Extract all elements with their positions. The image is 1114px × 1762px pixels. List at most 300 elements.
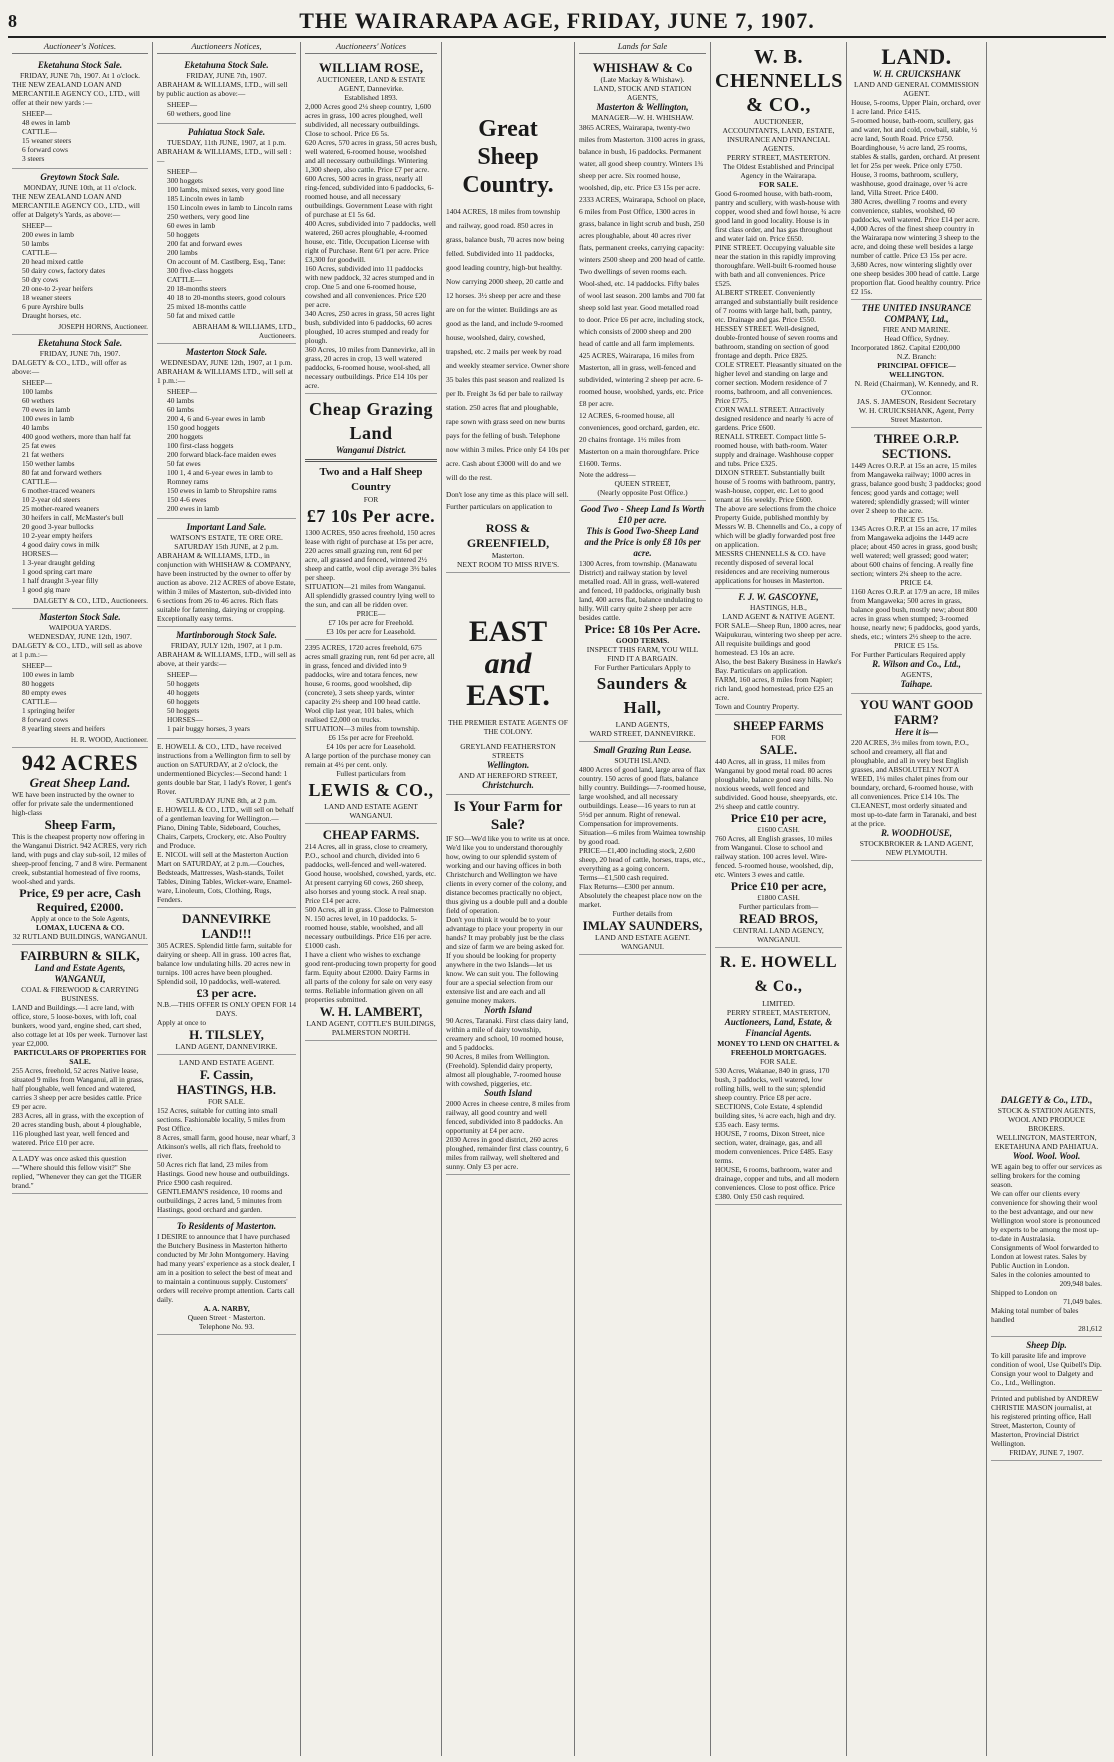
line: 40 lambs <box>167 396 194 405</box>
advert-situation: SITUATION—21 miles from Wanganui. <box>305 582 426 591</box>
advert-address: GREYLAND FEATHERSTON STREETS <box>460 742 556 760</box>
advert-address: WARD STREET, DANNEVIRKE. <box>589 729 696 738</box>
advert-william-rose <box>305 57 437 394</box>
advert-body: This is the cheapest property now offering in the Wanganui District. 942 ACRES, very rich land, with pugs and clay sub-soil, 12 miles of sheep-proof fencing, 7 and 8 wire. Permanent creek, substantial homestead of five rooms, wool-shed and yards. <box>12 832 148 886</box>
advert-intro: DALGETY & CO., LTD., will offer as above:— <box>12 358 127 376</box>
advert-f-cassin <box>157 1055 296 1218</box>
advert-title: THREE O.R.P. SECTIONS. <box>874 431 959 461</box>
line: 50 dairy cows, factory dates <box>22 266 106 275</box>
column-8 <box>987 42 1106 1756</box>
line: 80 fat and forward wethers <box>22 468 102 477</box>
advert-body: We can offer our clients every convenience for showing their wool to the best advantage, and our new Wellington wool store is pronounced by experts to be among the most up-to-date in Australasia. <box>991 1189 1101 1243</box>
advert-agent-sub: LAND AGENT, COTTLE'S BUILDINGS, PALMERSTON NORTH. <box>306 1019 436 1037</box>
advert-list-title: PARTICULARS OF PROPERTIES FOR SALE. <box>13 1048 147 1066</box>
advert-title: Important Land Sale. <box>186 522 267 532</box>
advert-further: For Further Particulars Required apply <box>851 650 966 659</box>
advert-price: Price: £8 10s Per Acre. <box>584 622 701 636</box>
advert-apply: Apply at once to <box>157 1018 207 1027</box>
line: 40 18 to 20-months steers, good colours <box>167 293 286 302</box>
property-item: 620 Acres, 570 acres in grass, 50 acres bush, well watered, 6-roomed house, woolshed and all necessary outbuildings. Wintering 1,300 sheep, also cattle. Price £7 per acre. <box>305 138 437 174</box>
line: 1 half draught 3-year filly <box>22 576 99 585</box>
property-item: 380 Acres, dwelling 7 rooms and every convenience, stables, woolshed, 60 paddocks, well watered. Price £14 per acre. <box>851 197 980 224</box>
line: 60 hoggets <box>167 697 200 706</box>
line: 60 lambs <box>167 405 194 414</box>
line: 3 steers <box>22 154 45 163</box>
advert-title: R. E. HOWELL & Co., <box>719 954 838 995</box>
advert-body: 2395 ACRES, 1720 acres freehold, 675 acres small grazing run, rent 6d per acre, all in grass, fenced and divided into 9 paddocks, wire and totara fences, new house, 6 rooms, good woolshed, dip (concrete), 3 sets sheep yards, winter capacity 2½ sheep and 100 head cattle. Wool clip last year, 101 bales, which realised £2,000 on trucks. <box>305 643 435 724</box>
advert-manager: MANAGER—W. H. WHISHAW. <box>591 113 694 122</box>
line: 300 five-class hoggets <box>167 266 234 275</box>
advert-title: DANNEVIRKE LAND!!! <box>182 911 271 941</box>
line: 185 Lincoln ewes in lamb <box>167 194 244 203</box>
line: Draught horses, etc. <box>22 311 82 320</box>
advert-title: Greytown Stock Sale. <box>40 172 120 182</box>
section-heading: South Island <box>484 1088 532 1098</box>
line: 60 wethers, good line <box>167 109 231 118</box>
advert-body: 4800 Acres of good land, large area of flax country. 150 acres of good flats, balance hilly country. Buildings—7-roomed house, large woolshed, and all necessary outbuildings. Lease—16 years to run at 5½d per annum. Right of renewal. Compensation for improvements. <box>579 765 706 828</box>
line: 150 ewes in lamb to Shropshire rams <box>167 486 277 495</box>
price-line: £4 10s per acre for Leasehold. <box>326 742 416 751</box>
line: 20 one-to 2-year heifers <box>22 284 93 293</box>
advert-pahiatua-stock-sale <box>157 124 296 344</box>
advert-title: Eketahuna Stock Sale. <box>37 338 123 348</box>
advert-note: Note the address— <box>579 470 636 479</box>
column-header: Auctioneers' Notices <box>305 42 437 54</box>
advert-body: To kill parasite life and improve condition of wool, Use Quibell's Dip. <box>991 1351 1102 1369</box>
advert-title: and <box>484 647 532 680</box>
property-item: 50 Acres rich flat land, 23 miles from Hastings. Good new house and outbuildings. Price £900 cash required. <box>157 1160 290 1187</box>
advert-phone: Telephone No. 93. <box>198 1322 255 1331</box>
property-item: HOUSE, 6 rooms, bathroom, water and drainage, copper and tubs, and all modern conveniences. Close to post office. Price £380. Only £50 cash required. <box>715 1165 839 1201</box>
advert-title: SHEEP FARMS <box>733 718 824 733</box>
line: 20 head mixed cattle <box>22 257 84 266</box>
property-item: GENTLEMAN'S residence, 10 rooms and outbuildings, 2 acres land, 5 minutes from Hastings, good orchard and garden. <box>157 1187 283 1214</box>
line: 100 1, 4 and 6-year ewes in lamb to Romney rams <box>167 468 273 486</box>
advert-title: WILLIAM ROSE, <box>318 60 424 75</box>
line: 25 fat ewes <box>22 441 56 450</box>
advert-price-head: PRICE— <box>356 609 386 618</box>
line: 25 mother-reared weaners <box>22 504 100 513</box>
advert-title: THE UNITED INSURANCE COMPANY, Ltd., <box>861 303 972 324</box>
property-item: 760 Acres, all English grasses, 10 miles from Wanganui. Close to school and railway station. 100 acres level. Wire-fenced. 5-roomed house, woolshed, dip, etc. Winters 3 ewes and cattle. <box>715 834 834 879</box>
advert-sheep-dip <box>991 1337 1102 1391</box>
advert-agent: W. H. LAMBERT, <box>319 1004 423 1019</box>
line: 150 wether lambs <box>22 459 75 468</box>
advert-towns: WELLINGTON, MASTERTON, EKETAHUNA AND PAHIATUA. <box>994 1133 1099 1151</box>
line: 40 lambs <box>22 423 49 432</box>
advert-agent: ROSS & GREENFIELD, <box>466 521 550 550</box>
advert-address: Queen Street · Masterton. <box>187 1313 266 1322</box>
line: 150 4-6 ewes <box>167 495 207 504</box>
property-item: Town and Country Property. <box>715 702 799 711</box>
property-item: 8 Acres, small farm, good house, near wharf, 3 Atkinson's wells, all rich flats, freehold to river. <box>157 1133 296 1160</box>
advert-price: Price, £9 per acre, Cash Required, £2000. <box>19 886 141 914</box>
advert-price: PRICE £5 15s. <box>894 515 939 524</box>
advert-subtitle: STOCK & STATION AGENTS, WOOL AND PRODUCE BROKERS. <box>997 1106 1096 1133</box>
advert-price: Price £10 per acre, <box>730 879 827 893</box>
line: 21 fat wethers <box>22 450 64 459</box>
property-item: 2030 Acres in good district, 260 acres ploughed, remainder first class country, 6 miles from railway, well sheltered and sunny. Only £3 per acre. <box>446 1135 569 1171</box>
advert-further: Fullest particulars from <box>336 769 406 778</box>
advert-fairburn-silk <box>12 945 148 1194</box>
line: 150 good hoggets <box>167 423 220 432</box>
advert-title: LAND. <box>881 44 952 69</box>
advert-body: 305 ACRES. Splendid little farm, suitable for dairying or sheep. All in grass. 100 acres flat, balance low undulating hills. 20 acres new in turnips. 100 acres have been ploughed. Splendid soil, 10 paddocks, well-watered. <box>157 941 292 986</box>
property-item: 1160 Acres O.R.P. at 17/9 an acre, 18 miles from Mangaweka; 500 acres in grass, balance good bush, mostly new; about 800 acres in grass when stumped; 3-roomed house, nearly new; 6 paddocks, good yards, sheds, etc.; winters 2½ sheep to the acre. <box>851 587 981 641</box>
advert-sale: SALE. <box>759 742 798 757</box>
advert-date: FRIDAY, JUNE 7th, 1907. At 1 o'clock. <box>19 71 141 80</box>
advert-subtitle: LAND AND ESTATE AGENT. <box>178 1058 275 1067</box>
advert-line: COAL & FIREWOOD & CARRYING BUSINESS. <box>21 985 139 1003</box>
advert-whishaw <box>579 57 706 501</box>
advert-title: YOU WANT GOOD FARM? <box>859 697 974 727</box>
advert-east-and-east <box>446 573 570 795</box>
line: 1 pair buggy horses, 3 years <box>167 724 250 733</box>
line: 18 weaner steers <box>22 293 72 302</box>
advert-agent: READ BROS, <box>739 911 818 926</box>
stats-value: 281,612 <box>1078 1324 1102 1333</box>
line: 6 mother-traced weaners <box>22 486 95 495</box>
advert-title: Sheep Dip. <box>1026 1340 1067 1350</box>
advert-price: £7 10s Per acre. <box>306 506 436 526</box>
line: 60 ewes in lamb <box>167 221 216 230</box>
property-item: 2333 ACRES, Wairarapa, School on place, 6 miles from Post Office, 1300 acres in grass, balance in light scrub and bush, 250 acres ploughable, about 40 acres river flats, permanent creeks, carrying capacity: winters 2500 sheep and 200 head of cattle. Two dwellings of seven rooms each. Wool-shed, etc. 14 paddocks. Fifty bales of wool last season. 200 lambs and 700 fat sheep sold last year. Good metalled road to door. Price £6 per acre, including stock, which consists of 2000 sheep and 200 head of cattle and all farm implements. <box>579 195 706 348</box>
advert-important-land-sale <box>157 519 296 627</box>
advert-note: Don't lose any time as this place will sell. Further particulars on application to <box>446 490 569 511</box>
column-1 <box>8 42 153 1756</box>
line: 8 yearling steers and heifers <box>22 724 105 733</box>
advert-inspect: INSPECT THIS FARM, YOU WILL FIND IT A BARGAIN. <box>586 645 699 663</box>
price-line: £3 10s per acre for Leasehold. <box>326 627 416 636</box>
advert-title: F. Cassin, <box>199 1067 254 1082</box>
advert-title: To Residents of Masterton. <box>176 1221 277 1231</box>
advert-agent: R. WOODHOUSE, <box>880 828 953 838</box>
advert-address: PERRY STREET, MASTERTON, <box>726 1008 831 1017</box>
advert-date: TUESDAY, 11th JUNE, 1907, at 1 p.m. <box>166 138 287 147</box>
advert-subtitle: WATSON'S ESTATE, TE ORE ORE. <box>170 533 283 542</box>
column-3 <box>301 42 442 1756</box>
property-item: FARM, 160 acres, 8 miles from Napier; rich land, good homestead, price £25 an acre. <box>715 675 834 702</box>
advert-lines <box>22 378 148 594</box>
advert-body: E. NICOL will sell at the Masterton Auction Mart on SATURDAY, at 2 p.m.—Couches, Bedsteads, Mattresses, Wash-stands, Toilet Tables, Dining Tables, Wicker-ware, Enamel-ware, Linoleum, Cots, Clothing, Rugs, Fenders. <box>157 850 292 904</box>
line: 6 pure Ayrshire bulls <box>22 302 84 311</box>
advert-note: Absolutely the cheapest place now on the market. <box>579 891 702 909</box>
advert-wool: Wool. Wool. Wool. <box>1012 1151 1081 1161</box>
advert-agent-sub: STOCKBROKER & LAND AGENT, NEW PLYMOUTH. <box>859 839 974 857</box>
advert-title: EAST <box>468 615 548 648</box>
line: SHEEP— <box>167 387 197 396</box>
property-item: 360 Acres, 10 miles from Dannevirke, all in grass, 20 acres in crop, 13 well watered paddocks, 6-roomed house, wool-shed, all necessary outbuildings. Price £14 10s per acre. <box>305 345 435 390</box>
advert-date: SATURDAY 15th JUNE, at 2 p.m. <box>174 542 279 551</box>
property-item: 500 Acres, all in grass. Close to Palmerston N. 150 acres level, in 10 paddocks. 5-roomed house, stable, woolshed, and all necessary outbuildings. Price £16 per acre. £1000 cash. <box>305 905 434 950</box>
line: 4 good dairy cows in milk <box>22 540 100 549</box>
advert-line: ACCOUNTANTS, LAND, ESTATE, INSURANCE AND FINANCIAL AGENTS. <box>722 126 835 153</box>
advert-town: WANGANUI. <box>756 935 801 944</box>
advert-subtitle: LIMITED. <box>762 999 795 1008</box>
section-heading: North Island <box>484 1005 532 1015</box>
advert-title: This is Good Two-Sheep Land and the Price is only £8 10s per acre. <box>584 526 701 558</box>
line: 6 forward cows <box>22 145 68 154</box>
advert-title: Good Two - Sheep Land Is Worth £10 per acre. <box>580 504 705 525</box>
advert-lines <box>22 221 148 320</box>
advert-date: FRIDAY, JUNE 7th, 1907. <box>39 349 121 358</box>
advert-signature: H. R. WOOD, Auctioneer. <box>70 735 148 744</box>
advert-date: WEDNESDAY, JUNE 12th, 1907, at 1 p.m. <box>160 358 293 367</box>
advert-line: LAND AGENT & NATIVE AGENT. <box>722 612 835 621</box>
advert-great-sheep-country <box>446 42 570 573</box>
advert-body: I have a client who wishes to exchange good rent-producing town property for good farm. Equity about £2000. Dairy Farms in all parts of the colony for sale on very easy terms. Reliable information given on all properties submitted. <box>305 950 437 1004</box>
advert-agent-sub: CENTRAL LAND AGENCY, <box>733 926 824 935</box>
advert-line: Two and a Half Sheep Country <box>319 466 423 493</box>
advert-intro: DALGETY & CO., LTD., will sell as above at 1 p.m.:— <box>12 641 143 659</box>
stats-title: Sales in the colonies amounted to <box>991 1270 1091 1279</box>
line: 200 fat and forward ewes <box>167 239 243 248</box>
advert-small-grazing-run <box>579 742 706 955</box>
advert-eketahuna-abraham <box>157 57 296 124</box>
line: 200 lambs <box>167 248 198 257</box>
line: 25 mixed 18-months cattle <box>167 302 247 311</box>
line: 100 ewes in lamb <box>22 414 74 423</box>
price-line: £7 10s per acre for Freehold. <box>328 618 414 627</box>
line: 15 weaner steers <box>22 136 72 145</box>
advert-agent-sub: LAND AGENTS, <box>615 720 670 729</box>
advert-head: FOR SALE. <box>207 1097 246 1106</box>
advert-title: Eketahuna Stock Sale. <box>184 60 269 70</box>
column-5 <box>575 42 711 1756</box>
advert-lines <box>22 661 148 733</box>
property-item: Boardinghouse, ½ acre land, 25 rooms, stables & stalls, garden, orchard. At present let for 25s per week. Price only £750. <box>851 143 980 170</box>
advert-address: LAND AGENT, DANNEVIRKE. <box>175 1042 278 1051</box>
advert-cruickshank-land <box>851 42 982 300</box>
property-item: 255 Acres, freehold, 52 acres Native lease, situated 9 miles from Wanganui, all in grass, half ploughable, well fenced and watered, carries 3 sheep per acre besides cattle. Price £9 per acre. <box>12 1066 144 1111</box>
column-6 <box>711 42 847 1756</box>
line: 1 3-year draught gelding <box>22 558 95 567</box>
advert-established: The Oldest Established and Principal Agency in the Wairarapa. <box>722 162 835 180</box>
advert-established: Established 1893. <box>344 93 398 102</box>
property-item: 283 Acres, all in grass, with the exception of 20 acres standing bush, about 4 ploughable, 116 ploughed last year, well fenced and watered. Price £10 per acre. <box>12 1111 144 1147</box>
advert-title: W. B. CHENNELLS & CO., <box>715 46 843 116</box>
newspaper-title: THE WAIRARAPA AGE, FRIDAY, JUNE 7, 1907. <box>299 8 815 33</box>
advert-title: Small Grazing Run Lease. <box>593 745 692 755</box>
line: 150 Lincoln ewes in lamb to Lincoln rams <box>167 203 293 212</box>
line: On account of M. Castlberg, Esq., Tane: <box>167 257 286 266</box>
property-item: 400 Acres, subdivided into 7 paddocks, well watered, 260 acres ploughable, 4-roomed house, etc. Title, Occupation License with right of Purchase. Rent 6/1 per acre. Price £3,300 for goodwill. <box>305 219 436 264</box>
advert-cheap-farms <box>305 824 437 1041</box>
line: 300 hoggets <box>167 176 203 185</box>
line: 200 hoggets <box>167 432 203 441</box>
advert-chennells <box>715 42 842 589</box>
advert-body: THE PREMIER ESTATE AGENTS OF THE COLONY. <box>448 718 568 736</box>
line: 1 good spring cart mare <box>22 567 93 576</box>
advert-head: FOR SALE. <box>758 180 799 189</box>
advert-united-insurance <box>851 300 982 428</box>
advert-cash: £1800 CASH. <box>757 893 800 902</box>
line: 70 ewes in lamb <box>22 405 71 414</box>
advert-greytown-stock-sale <box>12 169 148 335</box>
property-item: 2,000 Acres good 2¼ sheep country, 1,600 acres in grass, 100 acres ploughed, well subdivided, all necessary outbuildings. Close to school. Price £6 5s. <box>305 102 431 138</box>
line: 50 lambs <box>22 239 49 248</box>
advert-dannevirke-land <box>157 908 296 1055</box>
advert-line: Auctioneers, Land, Estate, & Financial Agents. <box>724 1017 833 1038</box>
property-item: 12 ACRES, 6-roomed house, all conveniences, good orchard, garden, etc. 20 chains frontage. 1½ miles from Masterton on a main thoroughfare. Price £1600. Terms. <box>579 411 700 468</box>
advert-intro: WE have been instructed by the owner to offer for private sale the undermentioned high-class <box>12 790 135 817</box>
column-4 <box>442 42 575 1756</box>
stats-value: 209,948 bales. <box>1059 1279 1102 1288</box>
advert-line: LAND, STOCK AND STATION AGENTS, <box>593 84 692 102</box>
advert-body: 220 ACRES, 3½ miles from town, P.O., school and creamery, all flat and ploughable, and all in very best English grasses, and ABSOLUTELY NOT A WEED, 1¼ miles chalet pines from our boundary, orchard, 6-roomed house, with all conveniences. Price £14 10s. The CLEANEST, most orderly situated and most up-to-date farm in Taranaki, and best at the price. <box>851 738 977 828</box>
advert-agent: H. TILSLEY, <box>189 1027 264 1042</box>
property-item: COLE STREET. Pleasantly situated on the higher level and standing on large and corner section. Modern residence of 7 rooms, bathroom, and all conveniences. Price £775. <box>715 360 842 405</box>
advert-title: Eketahuna Stock Sale. <box>37 60 123 70</box>
advert-body: WE again beg to offer our services as selling brokers for the coming season. <box>991 1162 1102 1189</box>
advert-masterton-abraham <box>157 344 296 519</box>
advert-price: £3 per acre. <box>196 986 257 1000</box>
line: 50 hoggets <box>167 679 200 688</box>
advert-further: Further details from <box>612 909 673 918</box>
advert-address: PERRY STREET, MASTERTON. <box>726 153 831 162</box>
advert-body: E. HOWELL & CO., LTD., have received instructions from a Wellington firm to sell by auction on SATURDAY, at 2 o'clock, the undermentioned Bicycles:—Second hand: 1 gents double bar Star, 1 lady's Rover, 1 gent's Rover. <box>157 742 292 796</box>
property-item: HOUSE, 7 rooms, Dixon Street, nice section, water, drainage, gas, and all modern conveniences. Price £485. Easy terms. <box>715 1129 833 1165</box>
advert-date: FRIDAY, JULY 12th, 1907, at 1 p.m. <box>170 641 283 650</box>
line: SHEEP— <box>167 167 197 176</box>
advert-body: I DESIRE to announce that I have purchased the Butchery Business in Masterton hitherto conducted by Mr John Montgomery. Having had many years' experience as a stock dealer, I am in a position to select the best of meat and to maintain a continuous supply. Customers' orders will receive prompt attention. Carts call daily. <box>157 1232 295 1304</box>
advert-title: CHEAP FARMS. <box>322 827 420 842</box>
advert-secretary: JAS. S. JAMESON, Resident Secretary <box>857 397 976 406</box>
advert-for: FOR <box>771 733 786 742</box>
line: 40 hoggets <box>167 688 200 697</box>
property-item: 5-roomed house, bath-room, scullery, gas and water, hot and cold, cowbail, stable, ½ acre land, South Road. Price £750. <box>851 116 978 143</box>
advert-martinborough-stock-sale <box>157 627 296 739</box>
line: SHEEP— <box>22 109 52 118</box>
advert-body: All splendidly grassed country lying well to the sun, and can all be ridden over. <box>305 591 435 609</box>
advert-title: Is Your Farm for Sale? <box>453 799 563 833</box>
line: 80 empty ewes <box>22 688 67 697</box>
advert-subtitle: FIRE AND MARINE. <box>882 325 951 334</box>
advert-intro: THE NEW ZEALAND LOAN AND MERCANTILE AGENCY CO., LTD., will offer at Dalgety's Yards, as above:— <box>12 192 140 219</box>
line: 8 forward cows <box>22 715 68 724</box>
advert-principal: PRINCIPAL OFFICE—WELLINGTON. <box>877 361 956 379</box>
advert-agent-sub: LAND AND ESTATE AGENT. <box>594 933 691 942</box>
advert-title: Masterton Stock Sale. <box>185 347 268 357</box>
stats-label: Making total number of bales handled <box>991 1306 1079 1324</box>
advert-body: 1404 ACRES, 18 miles from township and railway, good road. 850 acres in grass, balance bush, 70 acres now being felled. Subdivided into 11 paddocks, good leading country, high-but healthy. Now carrying 2000 sheep, 20 cattle and 12 horses. 3½ sheep per acre and these are on for the winter. Buildings are as good as the land, and include 9-roomed house, woolshed, dairy, cowshed, trapshed, etc. 2 mails per week by road and weekly steamer service. Owner shore 35 bales this past season and realized 1s per lb. Freight 3s 6d per bale to railway station. 250 acres flat and ploughable, rape sown with grass seed on new burns pays for the felling of bush. Telephone now within 3 miles. Price only £4 10s per acre. Cash about £3000 will do and we will do the rest. <box>446 207 570 482</box>
advert-subtitle: LAND AND GENERAL COMMISSION AGENT. <box>854 80 979 98</box>
advert-flax: Flax Returns—£300 per annum. <box>579 882 675 891</box>
line: 48 ewes in lamb <box>22 118 71 127</box>
property-item: 440 Acres, all in grass, 11 miles from Wanganui by good metal road. 80 acres ploughable, balance good easy hills. No noxious weeds, well fenced and subdivided. Good house, sheepyards, etc. 2½ sheep and cattle country. <box>715 757 838 811</box>
advert-cash: £1600 CASH. <box>757 825 800 834</box>
advert-address: 32 RUTLAND BUILDINGS, WANGANUI. <box>12 932 148 941</box>
advert-eketahuna-dalgety <box>12 335 148 609</box>
advert-agent: R. Wilson and Co., Ltd., <box>872 659 961 669</box>
property-item: 1449 Acres O.R.P. at 15s an acre, 15 miles from Mangaweka railway; 1000 acres in grass, balance good bush; 3 paddocks; good fences; good yards and cottage; well watered; splendidly grassed; will winter over 2 sheep to the acre. <box>851 461 981 515</box>
line: 100 first-class hoggets <box>167 441 234 450</box>
advert-apply: Apply at once to the Sole Agents, <box>30 914 130 923</box>
advert-body: 1300 ACRES, 950 acres freehold, 150 acres lease with right of purchase at 15s per acre, 220 acres small grazing run, rent 6d per acre, all grassed and fenced, wintered 2½ sheep and cattle, wool clip average 3½ bales per sheep. <box>305 528 437 582</box>
advert-signature: A. A. NARBY, <box>203 1304 250 1313</box>
advert-intro: ABRAHAM & WILLIAMS LTD., will sell at 1 p.m.:— <box>157 367 293 385</box>
advert-sheep-farms-for-sale <box>715 715 842 948</box>
property-item: 425 ACRES, Wairarapa, 16 miles from Masterton, all in grass, well-fenced and subdivided, wintering 2 sheep per acre. 6-roomed house, woolshed, yards, etc. Price £8 per acre. <box>579 351 704 408</box>
advert-subtitle: SOUTH ISLAND. <box>614 756 671 765</box>
property-item: House, 5-rooms, Upper Plain, orchard, over 1 acre land. Price £415. <box>851 98 981 116</box>
column-2 <box>153 42 301 1756</box>
advert-lines <box>167 100 296 118</box>
property-item: DIXON STREET. Substantially built house of 5 rooms with bathroom, pantry, wash-house, copper, etc. Let to good tenant at 16s weekly. Price £600. <box>715 468 836 504</box>
line: CATTLE— <box>22 697 57 706</box>
advert-you-want-good-farm <box>851 694 982 861</box>
advert-price: PRICE—£1,400 including stock, 2,600 sheep, 20 head of cattle, horses, traps, etc., everything as a going concern. <box>579 846 706 873</box>
line: 10 2-year old steers <box>22 495 81 504</box>
advert-intro: ABRAHAM & WILLIAMS, LTD., will sell by public auction as above:— <box>157 80 288 98</box>
advert-residents-masterton <box>157 1218 296 1335</box>
line: 30 heifers in calf, McMaster's bull <box>22 513 124 522</box>
property-item: 90 Acres, Taranaki. First class dairy land, within a mile of dairy township, creamery and school, 10 roomed house, and 5 paddocks. <box>446 1016 569 1052</box>
advert-address: AND AT HEREFORD STREET, <box>458 771 558 780</box>
advert-subtitle: WAIPOUA YARDS. <box>48 623 112 632</box>
property-item: SECTIONS, Cole Estate, 4 splendid building sites, ¼ acre each, high and dry. £35 each. Easy terms. <box>715 1102 836 1129</box>
advert-three-orp-sections <box>851 428 982 694</box>
advert-subtitle: Wanganui District. <box>335 445 407 455</box>
advert-farm: Sheep Farm, <box>44 817 116 832</box>
line: 20 good 3-year bullocks <box>22 522 94 531</box>
advert-town: Taihape. <box>900 679 933 689</box>
line: 50 fat ewes <box>167 459 201 468</box>
advert-date: MONDAY, JUNE 10th, at 11 o'clock. <box>23 183 137 192</box>
property-item: FOR SALE—Sheep Run, 1800 acres, near Waipukurau, wintering two sheep per acre. All requisite buildings and good homestead. £3 10s an acre. <box>715 621 842 657</box>
advert-title: FAIRBURN & SILK, <box>20 948 140 963</box>
property-item: 340 Acres, 250 acres in grass, 50 acres light bush, subdivided into 6 paddocks, 60 acres ploughed, 10 acres stumped and ready for plough. <box>305 309 435 345</box>
advert-agent-sub: LAND AND ESTATE AGENT WANGANUI. <box>324 802 418 820</box>
advert-title: Masterton Stock Sale. <box>39 612 121 622</box>
advert-title: DALGETY & Co., LTD., <box>1000 1095 1093 1105</box>
advert-body: IF SO—We'd like you to write us at once. We'd like you to understand thoroughly how, owing to our splendid system of working and our having offices in both Christchurch and Wellington we have clients in every corner of the colony, and distance becomes practically no object, thus giving us a double pull and a double field of operation. <box>446 834 570 915</box>
advert-incorporated: Incorporated 1862. Capital £200,000 <box>851 343 960 352</box>
line: SHEEP— <box>167 670 197 679</box>
line: 20 18-months steers <box>167 284 227 293</box>
advert-title: Martinborough Stock Sale. <box>176 630 277 640</box>
advert-agent: W. H. CRUICKSHANK <box>872 69 961 79</box>
property-item: HESSEY STREET. Well-designed, double-fronted house of seven rooms and bathroom, standing on section of good frontage and depth. Price £825. <box>715 324 838 360</box>
line: SHEEP— <box>22 661 52 670</box>
line: CATTLE— <box>22 248 57 257</box>
advert-body: A large portion of the purchase money can remain at 4½ per cent. only. <box>305 751 431 769</box>
property-item: 2000 Acres in cheese centre, 8 miles from railway, all good country and well fenced, subdivided into 8 paddocks. An opportunity at £4 per acre. <box>446 1099 570 1135</box>
advert-body: If you should be looking for property anywhere in the two Islands—let us know. We can suit you. The following four are a special selection from our extensive list and are each and all genuine money makers. <box>446 951 559 1005</box>
stats-value: 71,049 bales. <box>1063 1297 1102 1306</box>
advert-branch: N.Z. Branch: <box>896 352 937 361</box>
advert-price: PRICE £4. <box>900 578 933 587</box>
advert-town: Masterton & Wellington, <box>596 102 689 112</box>
advert-title: WHISHAW & Co <box>592 60 693 75</box>
advert-is-your-farm-for-sale <box>446 795 570 1175</box>
page-number: 8 <box>8 10 17 31</box>
advert-further: For Further Particulars Apply to <box>594 663 691 672</box>
property-item: 214 Acres, all in grass, close to creamery, P.O., school and church, divided into 6 paddocks, well-fenced and well-watered. Good house, woolshed, cowshed, yards, etc. At present carrying 60 cows, 260 sheep, also horses and young stock. A real snap. Price £14 per acre. <box>305 842 436 905</box>
advert-tiger: A LADY was once asked this question—"Where should this fellow visit?" She replied, "Whenever they can get the TIGER brand." <box>12 1154 142 1190</box>
line: HORSES— <box>167 715 203 724</box>
property-item: 90 Acres, 8 miles from Wellington. (Freehold). Splendid dairy property, almost all ploughable, 7-roomed house with cowshed, piggeries, etc. <box>446 1052 562 1088</box>
advert-title: 942 ACRES <box>21 750 139 775</box>
advert-agent: IMLAY SAUNDERS, <box>582 918 703 933</box>
column-7 <box>847 42 987 1756</box>
advert-masterton-stock-sale <box>12 609 148 748</box>
column-header: Lands for Sale <box>579 42 706 54</box>
property-item: House, 3 rooms, bathroom, scullery, washhouse, good drainage, over ¼ acre land, Villa Street. Price £400. <box>851 170 968 197</box>
advert-two-sheep-land <box>579 501 706 742</box>
line: 1 springing heifer <box>22 706 75 715</box>
column-header: Auctioneers Notices, <box>157 42 296 54</box>
